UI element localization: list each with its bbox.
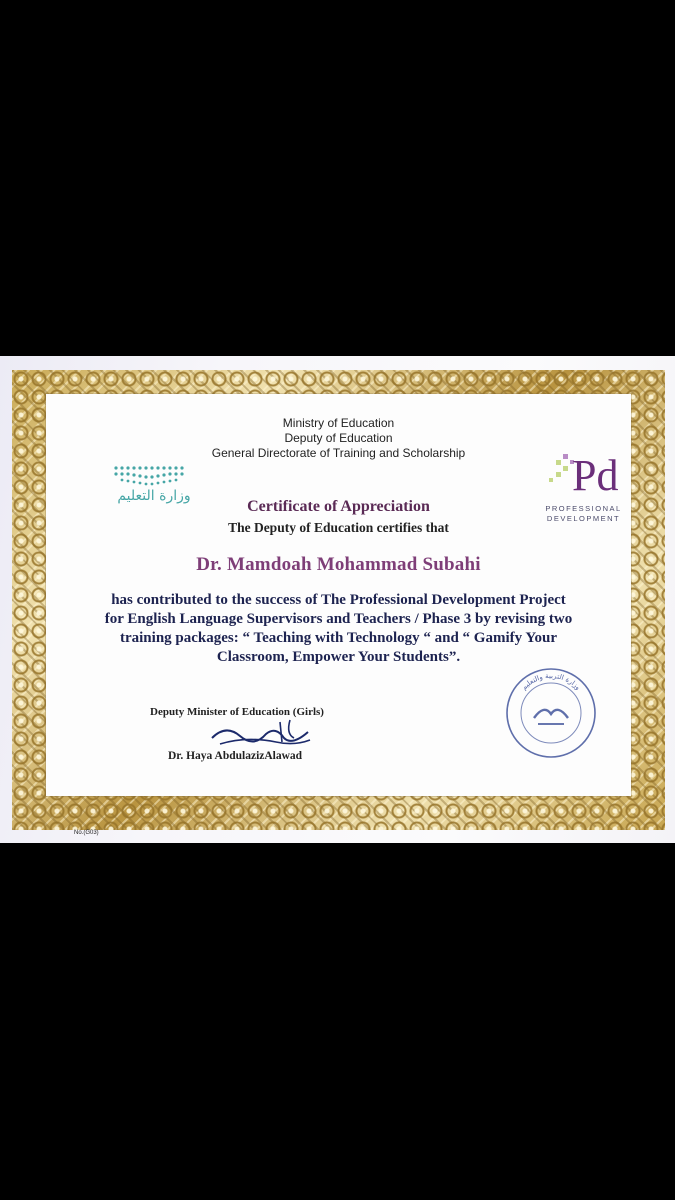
body-line-1: has contributed to the success of The Professional Development Project (111, 592, 566, 608)
signer-name: Dr. Haya AbdulazizAlawad (168, 750, 303, 762)
seal-stamp-icon (504, 666, 598, 760)
certificate-subtitle: The Deputy of Education certifies that (228, 520, 449, 535)
certificate-body (46, 591, 631, 667)
signer-title: Deputy Minister of Education (Girls) (150, 706, 324, 718)
pd-mark-icon (526, 446, 641, 502)
header-line-deputy: Deputy of Education (284, 431, 393, 445)
body-line-4: Classroom, Empower Your Students”. (216, 649, 461, 665)
recipient-name: Dr. Mamdoah Mohammad Subahi (196, 554, 481, 575)
pd-label-line1: PROFESSIONAL (545, 504, 622, 513)
official-seal (504, 666, 598, 760)
header-line-directorate: General Directorate of Training and Scholarship (211, 446, 466, 460)
pd-letters: Pd (572, 451, 619, 500)
form-number: No.(G03) (74, 830, 99, 836)
certificate-panel (46, 394, 631, 796)
handwritten-signature-icon (206, 716, 316, 752)
seal-text: وزارة التربية والتعليم (520, 671, 582, 692)
signature (206, 716, 316, 752)
body-line-2: for English Language Supervisors and Teachers / Phase 3 by revising two (104, 611, 573, 627)
header-line-ministry: Ministry of Education (282, 416, 395, 430)
pd-label-line2: DEVELOPMENT (546, 514, 621, 523)
certificate-title: Certificate of Appreciation (247, 498, 430, 515)
certificate-photo (0, 356, 675, 843)
ministry-arabic-name: وزارة التعليم (117, 488, 191, 504)
body-line-3: training packages: “ Teaching with Technology “ and “ Gamify Your (119, 630, 557, 646)
